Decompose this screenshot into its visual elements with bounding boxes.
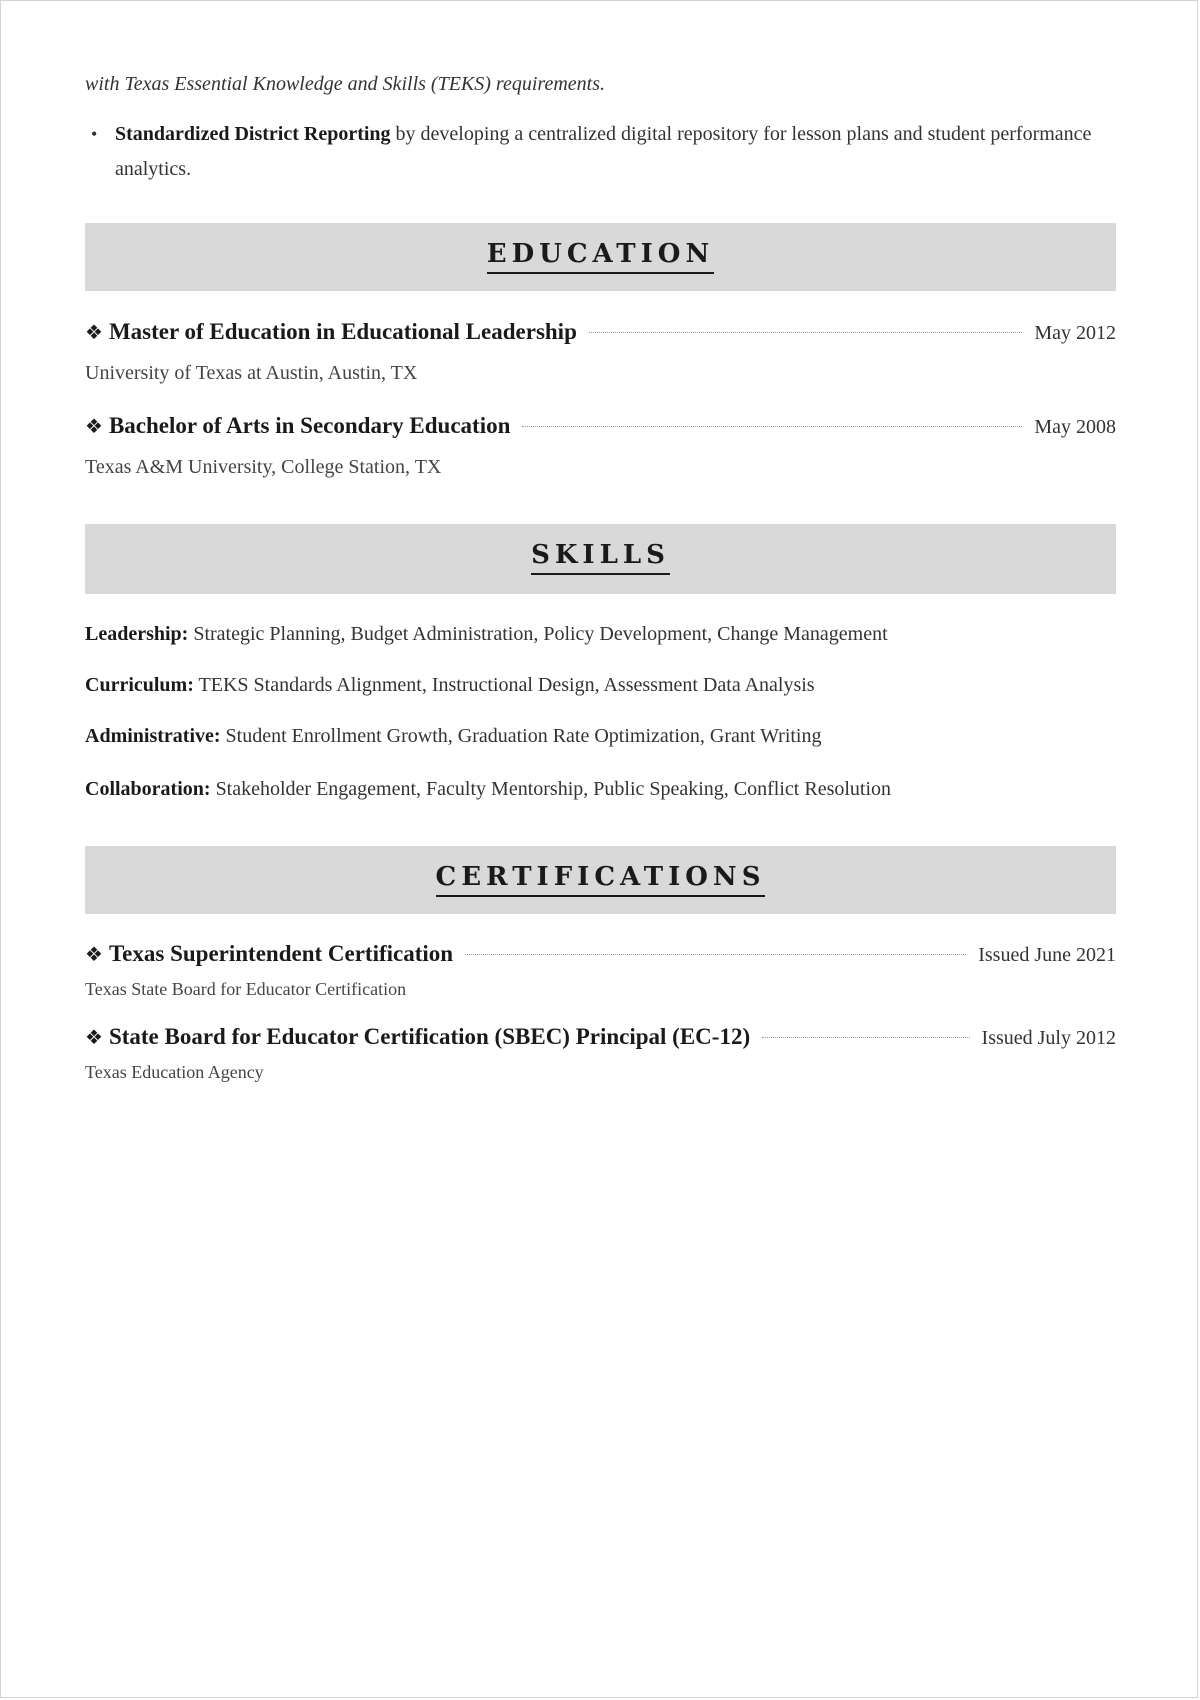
education-section-header	[85, 223, 1116, 291]
skill-category: Administrative:	[85, 725, 221, 747]
dotted-leader	[762, 1037, 969, 1038]
skill-values: Student Enrollment Growth, Graduation Rate Optimization, Grant Writing	[225, 725, 822, 747]
bullet-text	[115, 117, 1116, 187]
diamond-bullet-icon: ❖	[85, 414, 103, 438]
school-name: Texas A&M University, College Station, TX	[85, 456, 442, 478]
certification-name: State Board for Educator Certification (SBEC) Principal (EC-12)	[108, 1024, 751, 1049]
skills-section-header	[85, 524, 1116, 594]
skill-line-leadership	[85, 623, 888, 646]
skill-category: Leadership:	[85, 623, 189, 645]
certification-entry	[85, 941, 1116, 967]
diamond-bullet-icon: ❖	[85, 1025, 103, 1049]
skill-values: TEKS Standards Alignment, Instructional Design, Assessment Data Analysis	[198, 674, 815, 696]
skill-values: Stakeholder Engagement, Faculty Mentorship, Public Speaking, Conflict Resolution	[215, 778, 892, 800]
certification-issuer: Texas Education Agency	[85, 1062, 264, 1082]
certifications-section-title: CERTIFICATIONS	[436, 862, 766, 897]
skill-category: Curriculum:	[85, 674, 194, 696]
experience-bullet-item	[85, 117, 1116, 187]
skills-section-title: SKILLS	[531, 540, 670, 575]
education-entry	[85, 319, 1116, 345]
degree-name: Master of Education in Educational Leadership	[108, 319, 577, 344]
degree-title	[85, 413, 510, 439]
education-entry	[85, 413, 1116, 439]
skill-values: Strategic Planning, Budget Administration, Policy Development, Change Management	[193, 623, 888, 645]
skill-line-administrative	[85, 725, 821, 748]
certification-date: Issued July 2012	[981, 1027, 1116, 1049]
certification-entry	[85, 1024, 1116, 1050]
degree-date: May 2008	[1034, 416, 1116, 438]
bullet-bold-lead: Standardized District Reporting	[115, 123, 391, 145]
dotted-leader	[522, 426, 1022, 427]
degree-name: Bachelor of Arts in Secondary Education	[108, 413, 511, 438]
certification-title	[85, 941, 453, 967]
degree-title	[85, 319, 577, 345]
certification-date: Issued June 2021	[978, 944, 1116, 966]
diamond-bullet-icon: ❖	[85, 942, 103, 966]
certification-name: Texas Superintendent Certification	[108, 941, 454, 966]
skill-line-collaboration	[85, 778, 891, 801]
certification-title	[85, 1024, 750, 1050]
dotted-leader	[465, 954, 966, 955]
skill-category: Collaboration:	[85, 778, 211, 800]
degree-date: May 2012	[1034, 322, 1116, 344]
bullet-dot-icon: •	[91, 124, 98, 144]
school-name: University of Texas at Austin, Austin, TX	[85, 362, 418, 384]
certification-issuer: Texas State Board for Educator Certification	[85, 979, 407, 999]
certifications-section-header	[85, 846, 1116, 914]
bullet-description: by developing a centralized digital repository for lesson plans and student performance analytics.	[115, 123, 1092, 180]
education-section-title: EDUCATION	[487, 239, 714, 274]
diamond-bullet-icon: ❖	[85, 320, 103, 344]
dotted-leader	[589, 332, 1022, 333]
experience-continuation-text: with Texas Essential Knowledge and Skills (TEKS) requirements.	[85, 73, 605, 95]
skill-line-curriculum	[85, 674, 815, 697]
